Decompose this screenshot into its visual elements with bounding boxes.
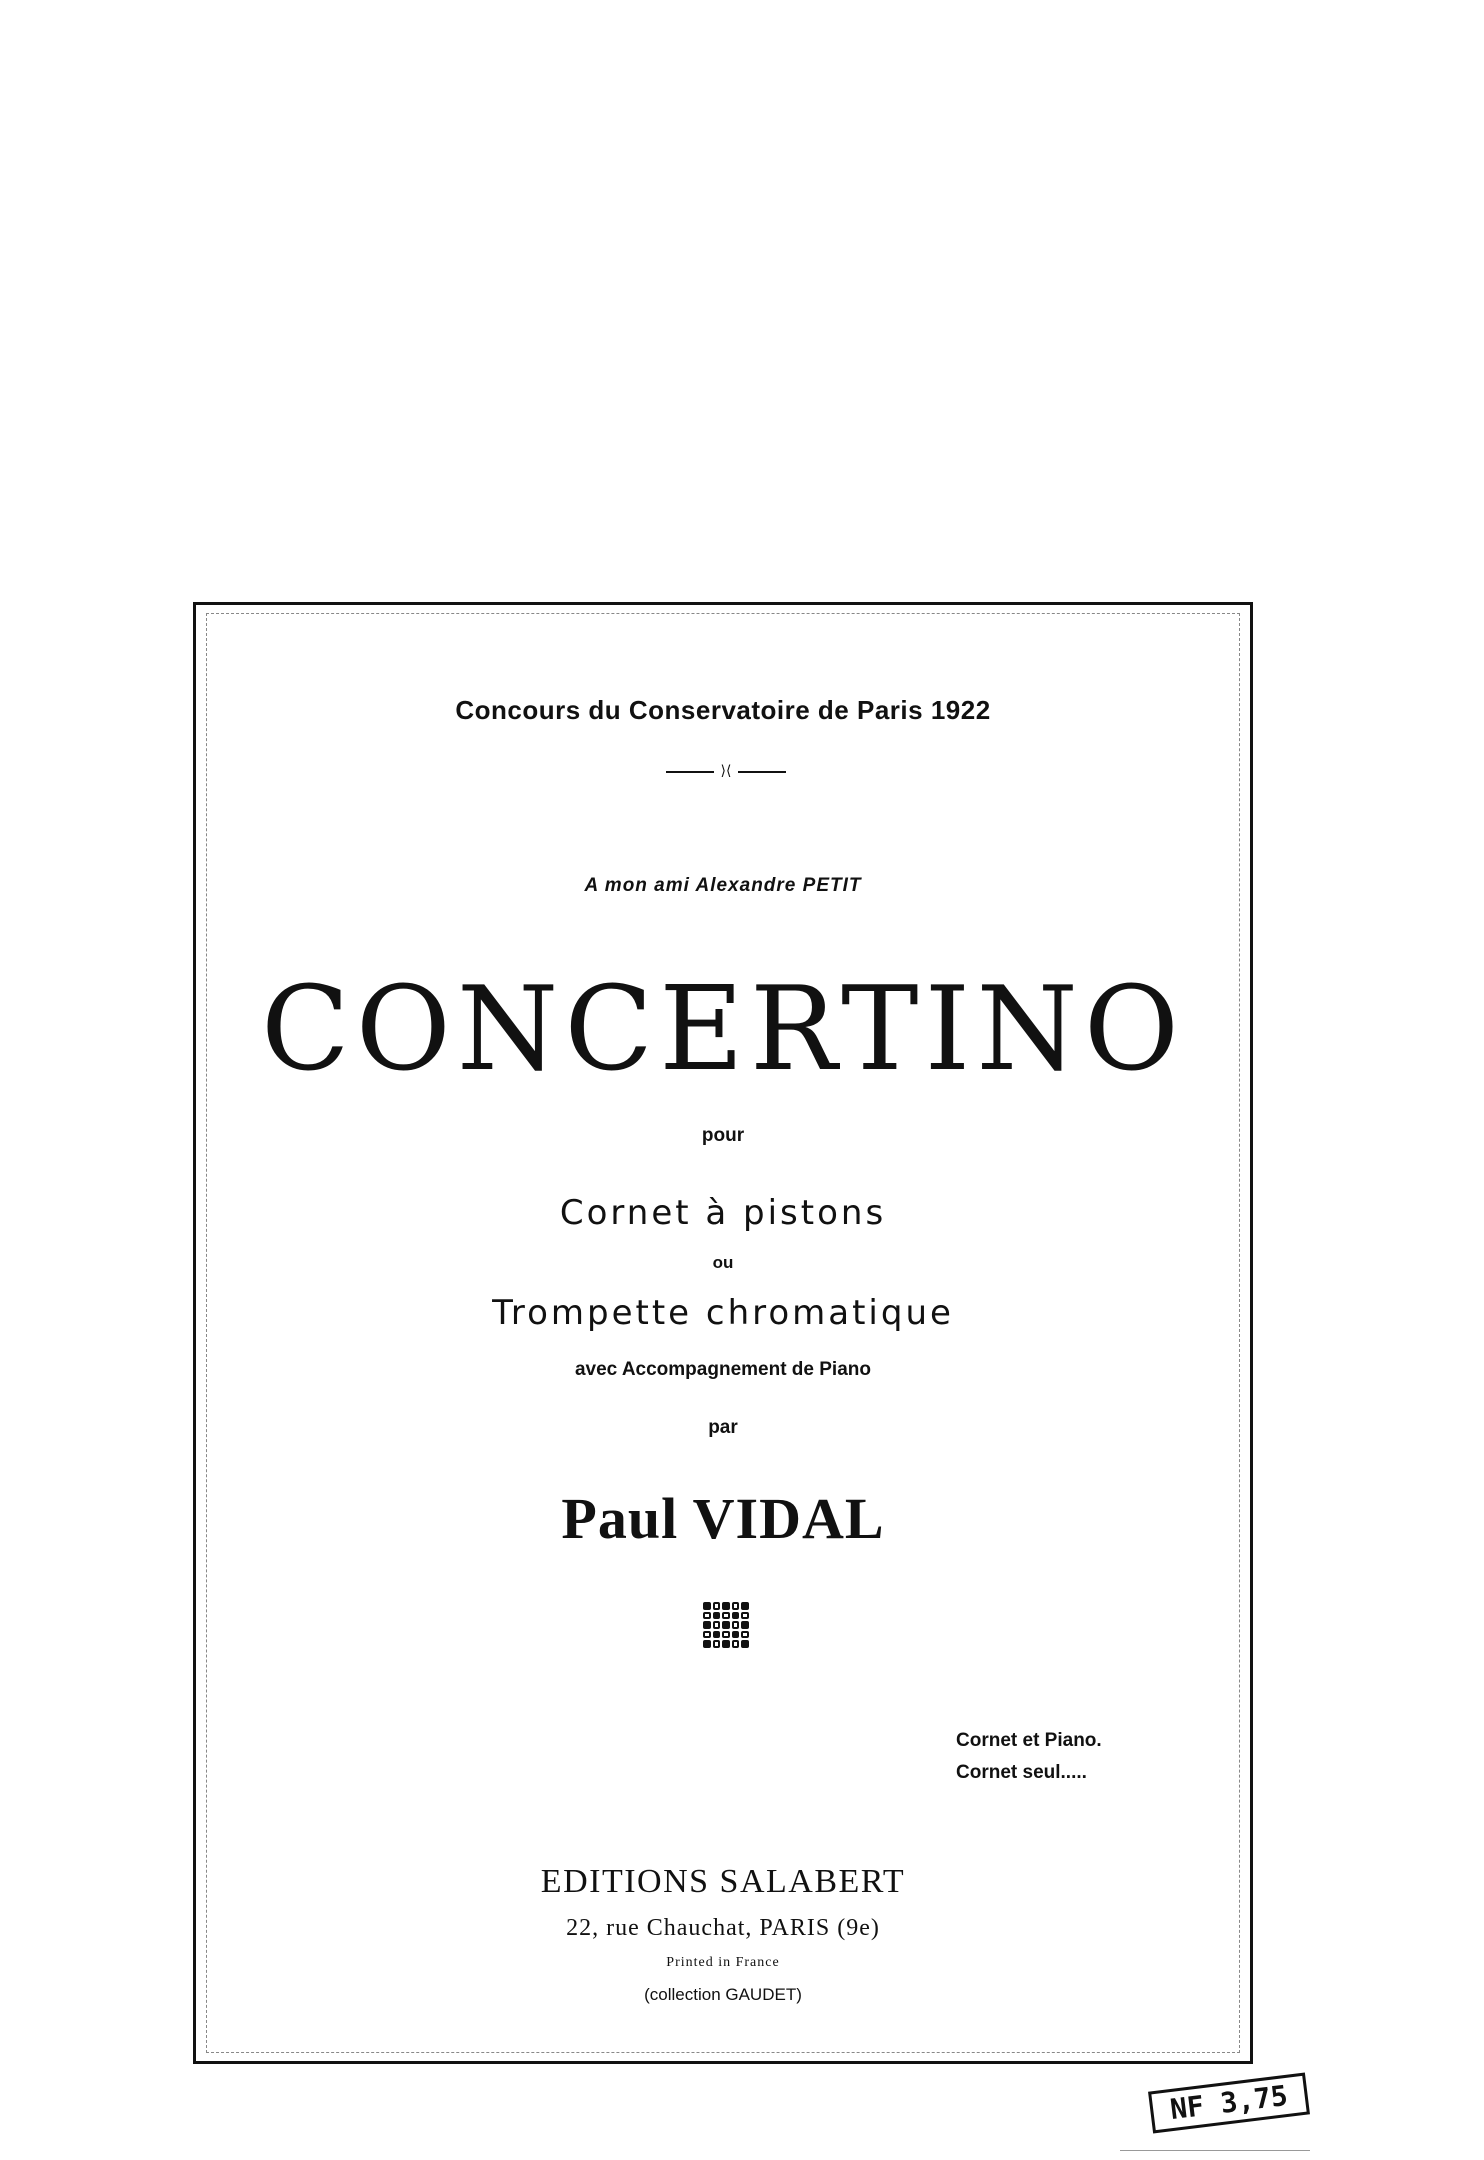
edition-list — [956, 1725, 1102, 1789]
work-title: CONCERTINO — [261, 962, 1185, 1097]
publisher-address: 22, rue Chauchat, PARIS (9e) — [566, 1915, 880, 1941]
accompaniment-line: avec Accompagnement de Piano — [574, 1359, 871, 1380]
composer-name: Paul VIDAL — [561, 1486, 885, 1551]
ornament-icon: ⟩⟨ — [714, 763, 738, 779]
pour-label: pour — [701, 1125, 745, 1146]
edition-cornet-piano: Cornet et Piano. — [956, 1730, 1102, 1751]
dedication: A mon ami Alexandre PETIT — [584, 875, 862, 896]
printed-in-label: Printed in France — [666, 1955, 780, 1970]
edition-cornet-seul: Cornet seul..... — [956, 1762, 1087, 1783]
publisher-emblem-icon — [703, 1602, 749, 1648]
title-page-frame — [193, 602, 1253, 2064]
price-stamp: NF 3,75 — [1148, 2073, 1310, 2134]
contest-heading: Concours du Conservatoire de Paris 1922 — [455, 695, 991, 725]
instrument-alternate: Trompette chromatique — [492, 1293, 954, 1333]
bottom-rule — [1120, 2150, 1310, 2151]
ou-label: ou — [712, 1253, 734, 1272]
publisher-name: EDITIONS SALABERT — [540, 1863, 906, 1900]
par-label: par — [708, 1417, 738, 1438]
instrument-primary: Cornet à pistons — [559, 1193, 887, 1233]
collection-label: (collection GAUDET) — [644, 1985, 802, 2004]
inner-dashed-border — [206, 613, 1240, 2053]
